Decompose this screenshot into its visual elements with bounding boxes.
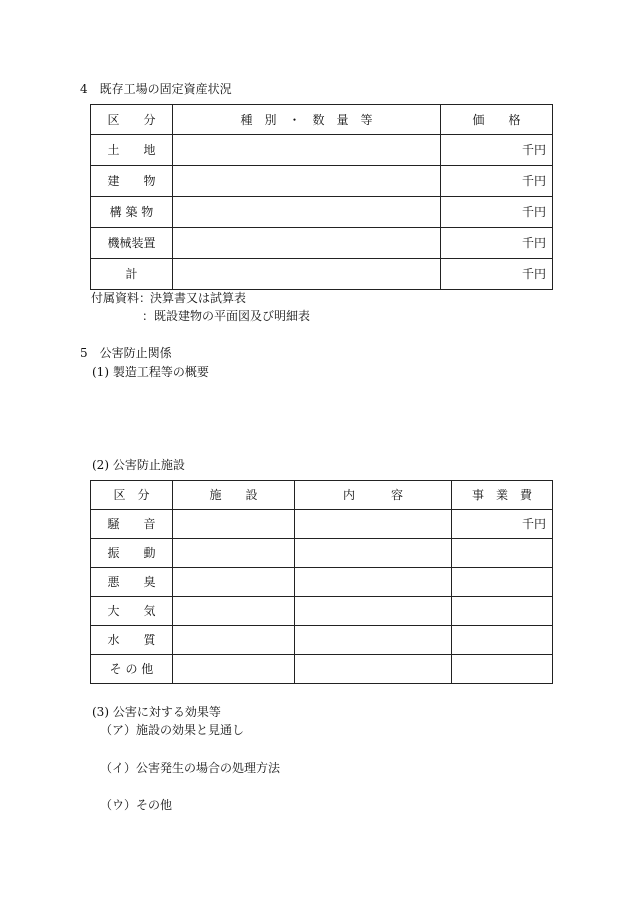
attachments-label: 付属資料：: [91, 291, 152, 305]
row-cost: [452, 568, 553, 597]
row-content: [295, 597, 452, 626]
row-label: 騒 音: [91, 510, 173, 539]
table-row: [91, 135, 553, 166]
table-row: [91, 597, 553, 626]
row-content: [295, 510, 452, 539]
table-row: [91, 655, 553, 684]
row-price: 千円: [441, 228, 553, 259]
fixed-assets-header-row: [91, 105, 553, 135]
subsection-pollution-effects: (3) 公害に対する効果等: [92, 705, 221, 719]
row-label: 振 動: [91, 539, 173, 568]
table-row-total: [91, 259, 553, 290]
row-facility: [173, 539, 295, 568]
row-label: 土 地: [91, 135, 173, 166]
row-label: 機械装置: [91, 228, 173, 259]
row-detail: [173, 228, 441, 259]
header-facility: 施 設: [173, 481, 295, 510]
row-facility: [173, 626, 295, 655]
row-facility: [173, 597, 295, 626]
row-label: そ の 他: [91, 655, 173, 684]
section5-heading: 5 公害防止関係: [80, 346, 172, 360]
row-detail: [173, 135, 441, 166]
item-facility-effects: （ア）施設の効果と見通し: [100, 723, 245, 737]
row-price: 千円: [441, 197, 553, 228]
table-row: [91, 626, 553, 655]
row-cost: [452, 626, 553, 655]
fixed-assets-table: [90, 104, 553, 290]
table-row: [91, 510, 553, 539]
row-content: [295, 626, 452, 655]
row-content: [295, 655, 452, 684]
row-label: 建 物: [91, 166, 173, 197]
row-facility: [173, 655, 295, 684]
row-cost: [452, 597, 553, 626]
row-price: 千円: [441, 166, 553, 197]
attachment-item: 決算書又は試算表: [150, 291, 247, 305]
subsection-manufacturing-process: (1) 製造工程等の概要: [92, 365, 209, 379]
row-content: [295, 568, 452, 597]
table-row: [91, 197, 553, 228]
row-detail: [173, 259, 441, 290]
row-detail: [173, 166, 441, 197]
row-facility: [173, 568, 295, 597]
header-type-quantity: 種 別 ・ 数 量 等: [173, 105, 441, 135]
row-label: 大 気: [91, 597, 173, 626]
header-content: 内 容: [295, 481, 452, 510]
section4-heading: 4 既存工場の固定資産状況: [80, 82, 232, 96]
row-label: 悪 臭: [91, 568, 173, 597]
row-label: 構 築 物: [91, 197, 173, 228]
table-row: [91, 568, 553, 597]
header-price: 価 格: [441, 105, 553, 135]
subsection-pollution-facilities: (2) 公害防止施設: [92, 458, 185, 472]
row-price: 千円: [441, 135, 553, 166]
row-label: 水 質: [91, 626, 173, 655]
row-label: 計: [91, 259, 173, 290]
item-other: （ウ）その他: [100, 798, 173, 812]
row-cost: [452, 539, 553, 568]
row-facility: [173, 510, 295, 539]
table-row: [91, 228, 553, 259]
header-category: 区 分: [91, 105, 173, 135]
item-pollution-handling: （イ）公害発生の場合の処理方法: [100, 761, 281, 775]
row-content: [295, 539, 452, 568]
header-category: 区 分: [91, 481, 173, 510]
attachment-item: ：既設建物の平面図及び明細表: [142, 309, 311, 323]
header-cost: 事 業 費: [452, 481, 553, 510]
row-cost: 千円: [452, 510, 553, 539]
pollution-facilities-table: [90, 480, 553, 684]
row-detail: [173, 197, 441, 228]
row-price: 千円: [441, 259, 553, 290]
row-cost: [452, 655, 553, 684]
pollution-header-row: [91, 481, 553, 510]
table-row: [91, 539, 553, 568]
table-row: [91, 166, 553, 197]
